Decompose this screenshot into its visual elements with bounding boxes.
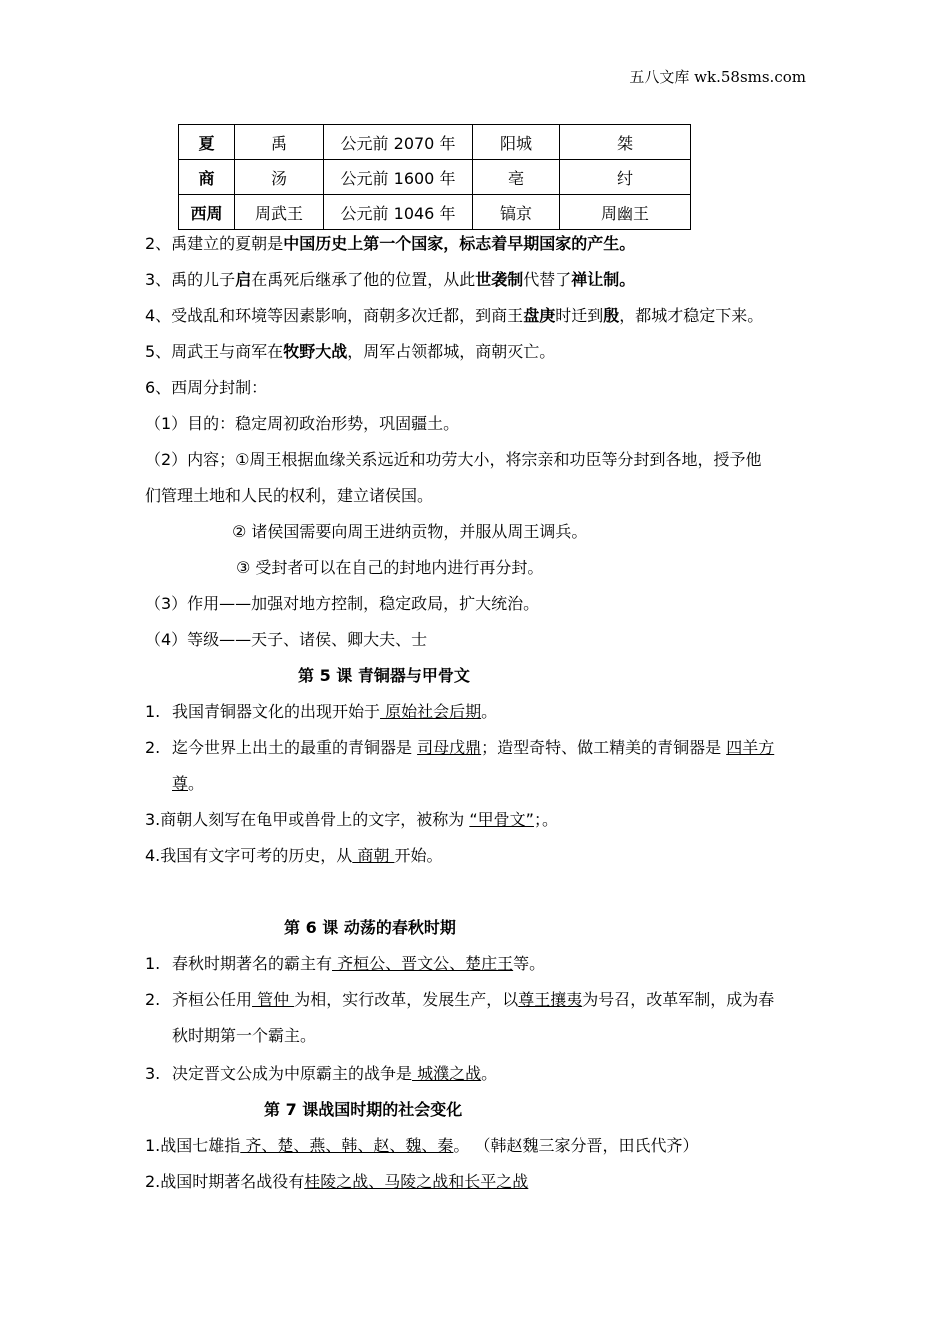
text: 代替了 [523, 270, 572, 289]
table-cell: 纣 [560, 160, 691, 195]
list-item [145, 810, 558, 830]
bold-text: 牧野大战 [283, 342, 348, 361]
lesson-title: 第 7 课战国时期的社会变化 [264, 1100, 463, 1119]
underlined-answer: 城濮之战 [412, 1064, 482, 1083]
list-item [145, 702, 497, 722]
list-number: 1. [145, 702, 161, 721]
table-cell: 禹 [235, 125, 324, 160]
table-cell: 公元前 2070 年 [324, 125, 473, 160]
underlined-answer: “甲骨文” [469, 810, 534, 829]
underlined-answer: 管仲 [252, 990, 295, 1009]
table-cell: 公元前 1600 年 [324, 160, 473, 195]
list-item-continuation [172, 774, 204, 794]
text: 等。 [513, 954, 546, 973]
paragraph-line: 6、西周分封制： [145, 378, 268, 397]
text: 春秋时期著名的霸主有 [172, 954, 333, 973]
paragraph-line [145, 270, 635, 290]
bold-text: 启 [235, 270, 252, 289]
list-item [145, 1136, 698, 1156]
text: ；造型奇特、做工精美的青铜器是 [481, 738, 727, 757]
text: 齐桓公任用 [172, 990, 253, 1009]
list-item [145, 954, 545, 974]
bold-text: 盘庚 [523, 306, 556, 325]
text: ，都城才稳定下来。 [619, 306, 764, 325]
text: 时迁到 [555, 306, 604, 325]
list-number: 3. [145, 1064, 161, 1083]
bold-text: 世袭制 [475, 270, 524, 289]
text: 。 [481, 702, 498, 721]
paragraph-line [145, 306, 763, 326]
table-cell: 汤 [235, 160, 324, 195]
table-cell: 夏 [179, 125, 235, 160]
list-item-continuation: 秋时期第一个霸主。 [172, 1026, 317, 1045]
underlined-answer: 尊王攘夷 [518, 990, 583, 1009]
paragraph-line: （4）等级——天子、诸侯、卿大夫、士 [145, 630, 428, 649]
list-number: 2. [145, 990, 161, 1009]
paragraph-line: ③ 受封者可以在自己的封地内进行再分封。 [236, 558, 544, 577]
bold-text: 殷 [603, 306, 620, 325]
list-item [145, 846, 442, 866]
table-cell: 公元前 1046 年 [324, 195, 473, 230]
table-cell: 西周 [179, 195, 235, 230]
table-cell: 商 [179, 160, 235, 195]
text: 4.我国有文字可考的历史，从 [145, 846, 353, 865]
list-item [145, 990, 774, 1010]
text: 。 （韩赵魏三家分晋，田氏代齐） [453, 1136, 699, 1155]
table-row [179, 160, 691, 195]
lesson-title: 第 6 课 动荡的春秋时期 [284, 918, 456, 937]
table-cell: 镐京 [473, 195, 560, 230]
table-row [179, 195, 691, 230]
text: 3.商朝人刻写在龟甲或兽骨上的文字，被称为 [145, 810, 470, 829]
list-item [145, 738, 774, 758]
text: 5、周武王与商军在 [145, 342, 284, 361]
paragraph-line: ② 诸侯国需要向周王进纳贡物，并服从周王调兵。 [232, 522, 588, 541]
paragraph-line [145, 342, 555, 362]
underlined-answer: 齐桓公、晋文公、楚庄王 [332, 954, 514, 973]
underlined-answer: 商朝 [352, 846, 395, 865]
text: 为相，实行改革，发展生产，以 [294, 990, 519, 1009]
table-cell: 周幽王 [560, 195, 691, 230]
paragraph-line: （3）作用——加强对地方控制，稳定政局，扩大统治。 [145, 594, 540, 613]
underlined-answer: 四羊方 [726, 738, 775, 757]
site-header: 五八文库 wk.58sms.com [629, 68, 806, 86]
underlined-answer: 桂陵之战、马陵之战和长平之战 [304, 1172, 529, 1191]
underlined-answer: 原始社会后期 [380, 702, 482, 721]
text: 4、受战乱和环境等因素影响，商朝多次迁都，到商王 [145, 306, 524, 325]
bold-text: 中国历史上第一个国家，标志着早期国家的产生。 [283, 234, 636, 253]
text: ；。 [533, 810, 558, 829]
underlined-answer: 司母戊鼎 [417, 738, 482, 757]
list-item [145, 1172, 528, 1192]
table-cell: 桀 [560, 125, 691, 160]
text: 。 [188, 774, 205, 793]
lesson-title: 第 5 课 青铜器与甲骨文 [298, 666, 470, 685]
table-cell: 亳 [473, 160, 560, 195]
paragraph-line: 们管理土地和人民的权利，建立诸侯国。 [145, 486, 434, 505]
list-item [145, 1064, 497, 1084]
text: ，周军占领都城，商朝灭亡。 [347, 342, 556, 361]
text: 迄今世界上出土的最重的青铜器是 [172, 738, 418, 757]
text: 。 [481, 1064, 498, 1083]
paragraph-line [145, 234, 635, 254]
text: 决定晋文公成为中原霸主的战争是 [172, 1064, 413, 1083]
list-number: 2. [145, 738, 161, 757]
text: 在禹死后继承了他的位置，从此 [251, 270, 476, 289]
text: 为号召，改革军制，成为春 [582, 990, 775, 1009]
text: 开始。 [394, 846, 443, 865]
table-row [179, 125, 691, 160]
table-cell: 周武王 [235, 195, 324, 230]
underlined-answer: 尊 [172, 774, 189, 793]
list-number: 1. [145, 954, 161, 973]
paragraph-line: （2）内容；①周王根据血缘关系远近和功劳大小，将宗亲和功臣等分封到各地，授予他 [145, 450, 762, 469]
text: 3、禹的儿子 [145, 270, 236, 289]
paragraph-line: （1）目的：稳定周初政治形势，巩固疆土。 [145, 414, 460, 433]
text: 2.战国时期著名战役有 [145, 1172, 305, 1191]
text: 1.战国七雄指 [145, 1136, 241, 1155]
table-cell: 阳城 [473, 125, 560, 160]
dynasty-table [178, 124, 691, 230]
underlined-answer: 齐、楚、燕、韩、赵、魏、秦 [240, 1136, 454, 1155]
text: 2、禹建立的夏朝是 [145, 234, 284, 253]
bold-text: 禅让制。 [571, 270, 636, 289]
text: 我国青铜器文化的出现开始于 [172, 702, 381, 721]
